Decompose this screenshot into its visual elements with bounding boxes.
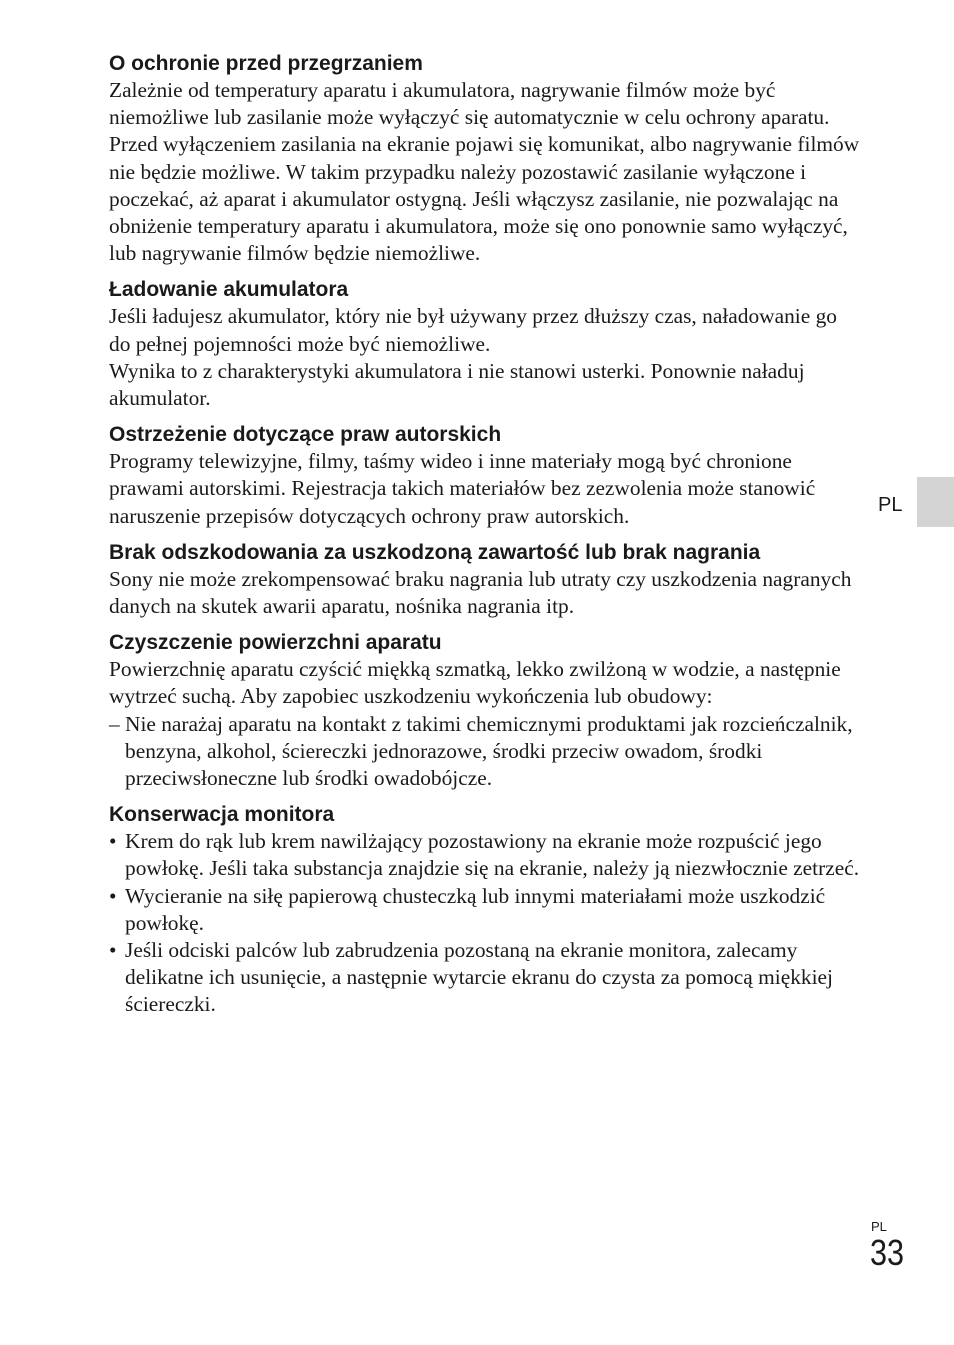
document-body — [109, 50, 861, 1028]
list-item-text: Jeśli odciski palców lub zabrudzenia pozostaną na ekranie monitora, zalecamy delikatne ich usunięcie, a następnie wytarcie ekranu do czysta za pomocą miękkiej ściereczki. — [125, 938, 833, 1017]
bullet-list-item — [109, 883, 861, 937]
section-copyright — [109, 421, 861, 530]
page-language-label: PL — [871, 1219, 887, 1234]
list-item-text: Krem do rąk lub krem nawilżający pozostawiony na ekranie może rozpuścić jego powłokę. Jeśli taka substancja znajdzie się na ekranie, należy ją niezwłocznie zetrzeć. — [125, 829, 860, 881]
section-heading: Czyszczenie powierzchni aparatu — [109, 631, 442, 655]
paragraph: Zależnie od temperatury aparatu i akumulatora, nagrywanie filmów może być niemożliwe lub zasilanie może wyłączyć się automatycznie w celu ochrony aparatu. — [109, 78, 830, 130]
dash-list-item — [109, 711, 861, 793]
bullet-marker: • — [109, 938, 117, 963]
bullet-list-item — [109, 937, 861, 1019]
bullet-list-item — [109, 828, 861, 882]
paragraph: Powierzchnię aparatu czyścić miękką szmatką, lekko zwilżoną w wodzie, a następnie wytrzeć suchą. Aby zapobiec uszkodzeniu wykończenia lub obudowy: — [109, 657, 841, 709]
section-no-compensation — [109, 539, 861, 620]
dash-marker: – — [109, 711, 120, 736]
page-number: 33 — [870, 1232, 905, 1273]
paragraph: Przed wyłączeniem zasilania na ekranie pojawi się komunikat, albo nagrywanie filmów nie będzie możliwe. W takim przypadku należy pozostawić zasilanie wyłączone i poczekać, aż aparat i akumulator ostygną. Jeśli włączysz zasilanie, nie pozwalając na obniżenie temperatury aparatu i akumulatora, może się ono ponownie samo wyłączyć, lub nagrywanie filmów będzie niemożliwe. — [109, 132, 860, 266]
section-cleaning — [109, 629, 861, 792]
list-item-text: Wycieranie na siłę papierową chusteczką lub innymi materiałami może uszkodzić powłokę. — [125, 883, 826, 935]
language-side-label: PL — [878, 494, 903, 516]
paragraph: Wynika to z charakterystyki akumulatora i nie stanowi usterki. Ponownie naładuj akumulator. — [109, 358, 805, 411]
section-heading: Ładowanie akumulatora — [109, 278, 349, 302]
list-item-text: Nie narażaj aparatu na kontakt z takimi chemicznymi produktami jak rozcieńczalnik, benzyna, alkohol, ściereczki jednorazowe, środki przeciw owadom, środki przeciwsłoneczne lub środki owadobójcze. — [125, 711, 853, 791]
section-heading: O ochronie przed przegrzaniem — [109, 52, 423, 75]
language-side-tab — [917, 477, 954, 527]
paragraph: Programy telewizyjne, filmy, taśmy wideo i inne materiały mogą być chronione prawami autorskimi. Rejestracja takich materiałów bez zezwolenia może stanowić naruszenie przepisów dotyczących ochrony praw autorskich. — [109, 449, 816, 528]
section-heading: Konserwacja monitora — [109, 803, 335, 827]
section-battery-charging — [109, 276, 861, 412]
bullet-marker: • — [109, 829, 117, 854]
paragraph: Sony nie może zrekompensować braku nagrania lub utraty czy uszkodzenia nagranych danych na skutek awarii aparatu, nośnika nagrania itp. — [109, 566, 852, 619]
section-heading: Brak odszkodowania za uszkodzoną zawartość lub brak nagrania — [109, 540, 761, 564]
section-heading: Ostrzeżenie dotyczące praw autorskich — [109, 423, 502, 447]
paragraph: Jeśli ładujesz akumulator, który nie był używany przez dłuższy czas, naładowanie go do pełnej pojemności może być niemożliwe. — [109, 304, 837, 356]
bullet-marker: • — [109, 883, 117, 908]
section-overheating — [109, 50, 861, 267]
section-monitor-care — [109, 801, 861, 1018]
